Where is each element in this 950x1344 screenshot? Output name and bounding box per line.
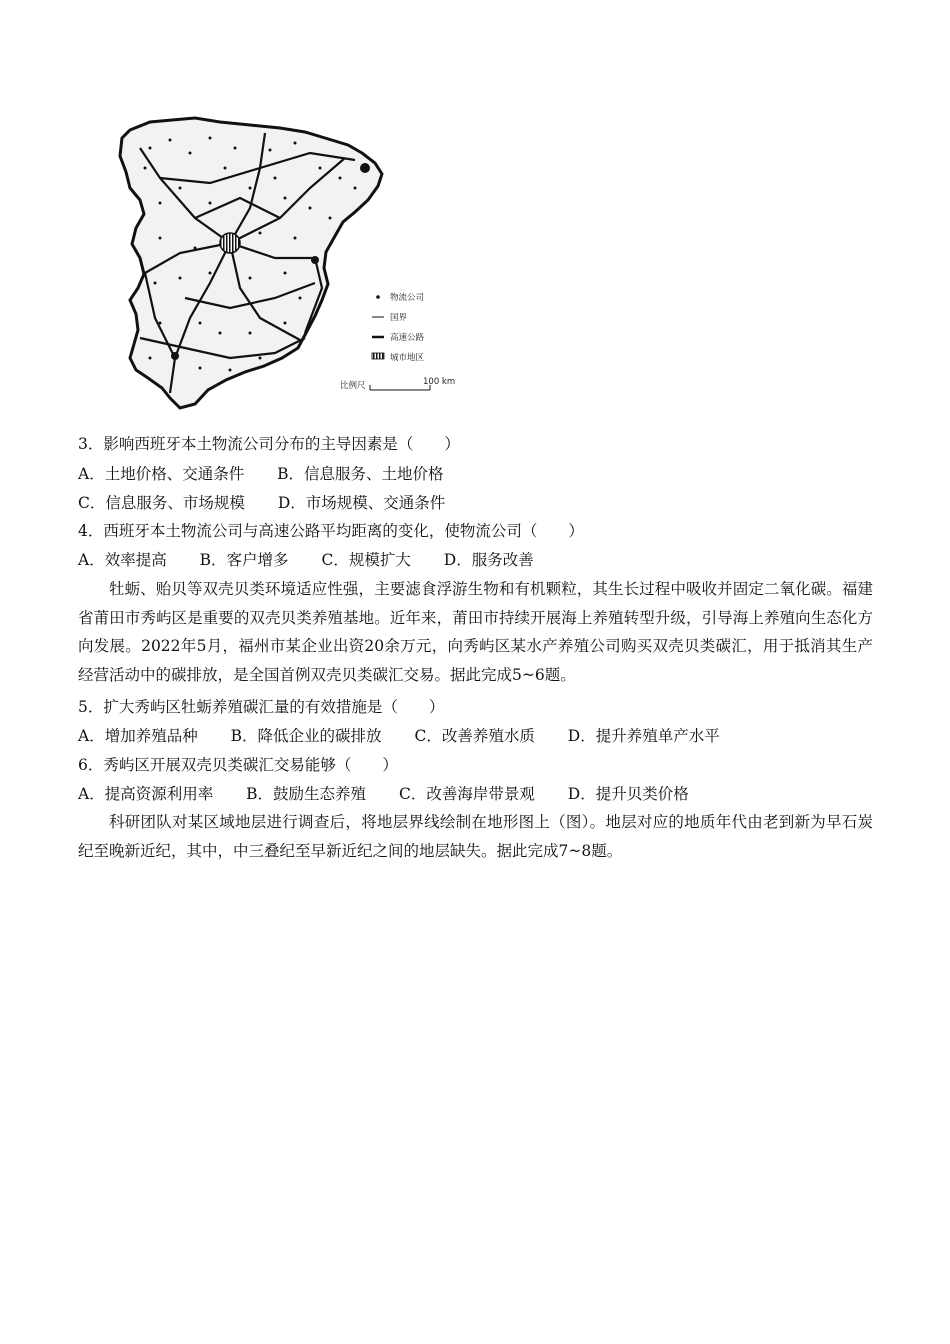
question-3-options-row-2 bbox=[78, 493, 473, 513]
map-legend bbox=[340, 292, 455, 391]
question-3-option-b: B．信息服务、土地价格 bbox=[277, 465, 444, 483]
question-4-options bbox=[78, 550, 562, 570]
question-4-stem: 4．西班牙本土物流公司与高速公路平均距离的变化，使物流公司（ ） bbox=[78, 522, 584, 540]
legend-label-1: 物流公司 bbox=[390, 293, 425, 303]
question-4-option-b: B．客户增多 bbox=[199, 551, 289, 569]
legend-label-4: 城市地区 bbox=[390, 353, 425, 363]
country-outline bbox=[120, 118, 382, 408]
legend-label-2: 国界 bbox=[390, 313, 408, 323]
question-6-stem: 6．秀屿区开展双壳贝类碳汇交易能够（ ） bbox=[78, 756, 398, 774]
question-5-option-d: D．提升养殖单产水平 bbox=[567, 727, 720, 745]
scale-label: 比例尺 bbox=[340, 381, 366, 391]
question-4-option-d: D．服务改善 bbox=[443, 551, 534, 569]
question-6-option-c: C．改善海岸带景观 bbox=[398, 785, 535, 803]
legend-hatch-symbol bbox=[372, 353, 384, 359]
question-5-option-b: B．降低企业的碳排放 bbox=[230, 727, 382, 745]
spain-logistics-map bbox=[100, 108, 466, 418]
question-4-option-a: A．效率提高 bbox=[78, 551, 167, 569]
question-3-option-a: A．土地价格、交通条件 bbox=[78, 465, 245, 483]
scale-value: 100 km bbox=[423, 377, 456, 387]
question-6-option-a: A．提高资源利用率 bbox=[78, 785, 214, 803]
question-5-stem: 5．扩大秀屿区牡蛎养殖碳汇量的有效措施是（ ） bbox=[78, 698, 445, 716]
legend-dot-symbol bbox=[376, 295, 380, 299]
city-area bbox=[220, 233, 240, 253]
question-6-option-d: D．提升贝类价格 bbox=[567, 785, 689, 803]
question-5-options bbox=[78, 726, 748, 746]
question-3-stem: 3．影响西班牙本土物流公司分布的主导因素是（ ） bbox=[78, 435, 460, 453]
question-6-option-b: B．鼓励生态养殖 bbox=[246, 785, 367, 803]
question-3-option-d: D．市场规模、交通条件 bbox=[277, 494, 446, 512]
question-6-options bbox=[78, 784, 717, 804]
question-4-option-c: C．规模扩大 bbox=[321, 551, 411, 569]
question-5-option-a: A．增加养殖品种 bbox=[78, 727, 198, 745]
passage-stratum-survey: 科研团队对某区域地层进行调查后，将地层界线绘制在地形图上（图）。地层对应的地质年代由老到新为早石炭纪至晚新近纪，其中，中三叠纪至早新近纪之间的地层缺失。据此完成7~8题。 bbox=[78, 813, 873, 860]
legend-label-3: 高速公路 bbox=[390, 333, 425, 343]
question-5-option-c: C．改善养殖水质 bbox=[414, 727, 535, 745]
map-svg bbox=[100, 108, 466, 418]
passage-oyster-carbon-sink: 牡蛎、贻贝等双壳贝类环境适应性强，主要滤食浮游生物和有机颗粒，其生长过程中吸收并固定二氧化碳。福建省莆田市秀屿区是重要的双壳贝类养殖基地。近年来，莆田市持续开展海上养殖转型升级，引导海上养殖向生态化方向发展。2022年5月，福州市某企业出资20余万元，向秀屿区某水产养殖公司购买双壳贝类碳汇，用于抵消其生产经营活动中的碳排放，是全国首例双壳贝类碳汇交易。据此完成5~6题。 bbox=[78, 580, 873, 684]
question-3-options-row-1 bbox=[78, 464, 472, 484]
question-3-option-c: C．信息服务、市场规模 bbox=[78, 494, 245, 512]
